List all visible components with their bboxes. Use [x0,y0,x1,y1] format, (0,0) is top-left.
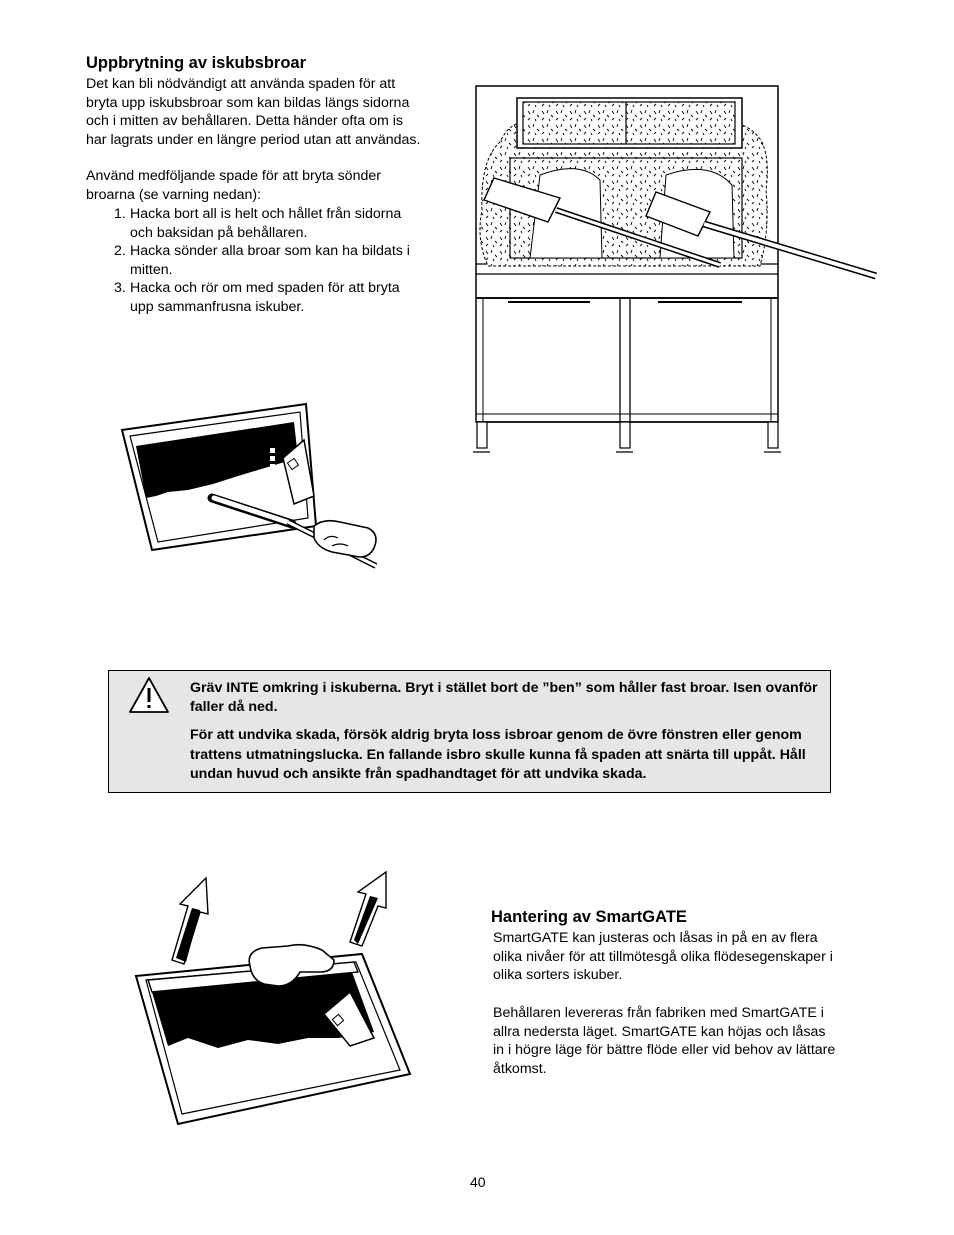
instruction-paragraph: Använd medföljande spade för att bryta sönder broarna (se varning nedan): [86,168,381,203]
smartgate-lift-illustration [128,868,418,1130]
intro-paragraph: Det kan bli nödvändigt att använda spaden för att bryta upp iskubsbroar som kan bildas längs sidorna och i mitten av behållaren. Detta händer ofta om is har lagrats under en längre period utan att användas. [86,76,421,148]
hand-shovel-door-illustration [118,400,388,575]
page-number: 40 [470,1174,486,1190]
warning-text-2: För att undvika skada, försök aldrig bryta loss isbroar genom de övre fönstren eller genom trattens utmatningslucka. En fallande isbro skulle kunna få spaden att snärta till uppåt. Håll undan huvud och ansikte från spadhandtaget för att undvika skada. [190,727,806,782]
warning-triangle-icon [127,675,171,715]
warning-text-1: Gräv INTE omkring i iskuberna. Bryt i stället bort de ”ben” som håller fast broar. Isen ovanför faller då ned. [190,680,818,716]
ice-bin-shovel-illustration [470,80,890,460]
warning-text [190,679,820,784]
smartgate-paragraph-2: Behållaren levereras från fabriken med SmartGATE i allra nedersta läget. SmartGATE kan höjas och låsas in i högre läge för bättre flöde eller vid behov av lättare åtkomst. [493,1005,836,1077]
list-item: 1. Hacka bort all is helt och hållet från sidorna och baksidan på behållaren. [114,206,402,241]
list-item: 2. Hacka sönder alla broar som kan ha bildats i mitten. [114,243,410,278]
smartgate-paragraph-1: SmartGATE kan justeras och låsas in på en av flera olika nivåer för att tillmötesgå olika flödesegenskaper i olika sorters iskuber. [493,930,833,984]
list-item: 3. Hacka och rör om med spaden för att bryta upp sammanfrusna iskuber. [114,280,400,315]
steps-list [114,205,474,317]
warning-box [108,670,831,793]
section-title-ice-bridges: Uppbrytning av iskubsbroar [86,54,307,72]
section-title-smartgate: Hantering av SmartGATE [491,908,687,926]
